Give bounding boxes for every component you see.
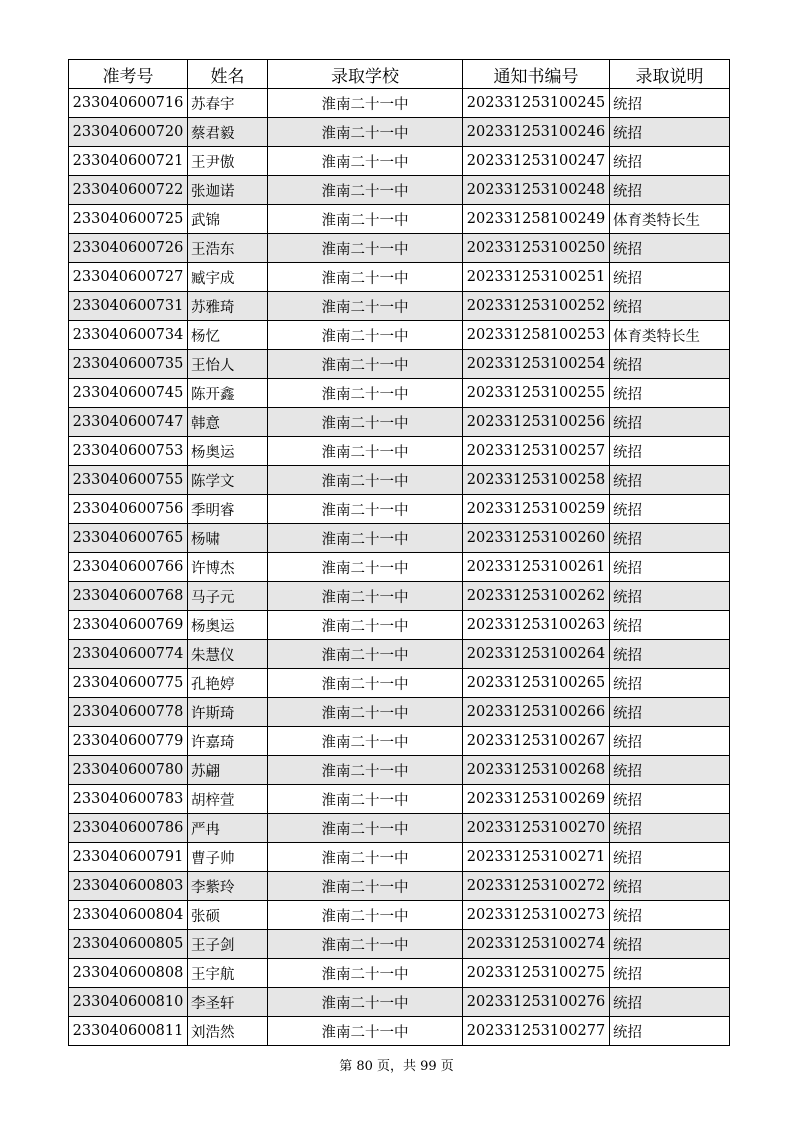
notice-number-cell: 202331253100257 — [463, 437, 610, 466]
table-row — [69, 669, 730, 698]
notice-number-cell: 202331253100274 — [463, 930, 610, 959]
header-school: 录取学校 — [268, 60, 463, 89]
exam-number-cell: 233040600780 — [69, 756, 188, 785]
name-cell: 陈开鑫 — [188, 379, 268, 408]
name-cell: 杨忆 — [188, 321, 268, 350]
table-row — [69, 495, 730, 524]
notice-number-cell: 202331253100275 — [463, 959, 610, 988]
name-cell: 王怡人 — [188, 350, 268, 379]
name-cell: 许嘉琦 — [188, 727, 268, 756]
name-cell: 蔡君毅 — [188, 118, 268, 147]
exam-number-cell: 233040600811 — [69, 1017, 188, 1046]
exam-number-cell: 233040600765 — [69, 524, 188, 553]
school-cell: 淮南二十一中 — [268, 89, 463, 118]
admission-note-cell: 统招 — [610, 147, 730, 176]
school-cell: 淮南二十一中 — [268, 408, 463, 437]
admission-note-cell: 统招 — [610, 524, 730, 553]
exam-number-cell: 233040600722 — [69, 176, 188, 205]
school-cell: 淮南二十一中 — [268, 379, 463, 408]
name-cell: 马子元 — [188, 582, 268, 611]
school-cell: 淮南二十一中 — [268, 466, 463, 495]
admission-note-cell: 统招 — [610, 669, 730, 698]
admission-note-cell: 统招 — [610, 611, 730, 640]
admission-note-cell: 统招 — [610, 495, 730, 524]
exam-number-cell: 233040600747 — [69, 408, 188, 437]
name-cell: 李紫玲 — [188, 872, 268, 901]
school-cell: 淮南二十一中 — [268, 176, 463, 205]
school-cell: 淮南二十一中 — [268, 495, 463, 524]
name-cell: 李圣轩 — [188, 988, 268, 1017]
name-cell: 许博杰 — [188, 553, 268, 582]
admission-note-cell: 统招 — [610, 263, 730, 292]
admission-note-cell: 体育类特长生 — [610, 205, 730, 234]
name-cell: 张迦诺 — [188, 176, 268, 205]
exam-number-cell: 233040600808 — [69, 959, 188, 988]
name-cell: 王子剑 — [188, 930, 268, 959]
notice-number-cell: 202331253100266 — [463, 698, 610, 727]
table-row — [69, 698, 730, 727]
name-cell: 苏春宇 — [188, 89, 268, 118]
notice-number-cell: 202331253100276 — [463, 988, 610, 1017]
table-row — [69, 524, 730, 553]
school-cell: 淮南二十一中 — [268, 292, 463, 321]
school-cell: 淮南二十一中 — [268, 785, 463, 814]
notice-number-cell: 202331253100267 — [463, 727, 610, 756]
table-row — [69, 234, 730, 263]
notice-number-cell: 202331253100263 — [463, 611, 610, 640]
table-row — [69, 379, 730, 408]
notice-number-cell: 202331253100272 — [463, 872, 610, 901]
school-cell: 淮南二十一中 — [268, 727, 463, 756]
notice-number-cell: 202331258100253 — [463, 321, 610, 350]
table-row — [69, 437, 730, 466]
admission-note-cell: 统招 — [610, 89, 730, 118]
school-cell: 淮南二十一中 — [268, 437, 463, 466]
admission-note-cell: 统招 — [610, 872, 730, 901]
school-cell: 淮南二十一中 — [268, 640, 463, 669]
admission-note-cell: 统招 — [610, 118, 730, 147]
table-row — [69, 901, 730, 930]
table-row — [69, 176, 730, 205]
table-row — [69, 147, 730, 176]
exam-number-cell: 233040600778 — [69, 698, 188, 727]
name-cell: 王浩东 — [188, 234, 268, 263]
admission-note-cell: 统招 — [610, 379, 730, 408]
admission-note-cell: 体育类特长生 — [610, 321, 730, 350]
table-row — [69, 756, 730, 785]
notice-number-cell: 202331253100270 — [463, 814, 610, 843]
name-cell: 苏翩 — [188, 756, 268, 785]
header-row — [69, 60, 730, 89]
school-cell: 淮南二十一中 — [268, 582, 463, 611]
school-cell: 淮南二十一中 — [268, 147, 463, 176]
table-row — [69, 466, 730, 495]
admission-note-cell: 统招 — [610, 553, 730, 582]
exam-number-cell: 233040600725 — [69, 205, 188, 234]
school-cell: 淮南二十一中 — [268, 1017, 463, 1046]
notice-number-cell: 202331253100261 — [463, 553, 610, 582]
exam-number-cell: 233040600769 — [69, 611, 188, 640]
notice-number-cell: 202331253100258 — [463, 466, 610, 495]
name-cell: 臧宇成 — [188, 263, 268, 292]
exam-number-cell: 233040600786 — [69, 814, 188, 843]
exam-number-cell: 233040600755 — [69, 466, 188, 495]
table-row — [69, 959, 730, 988]
notice-number-cell: 202331253100268 — [463, 756, 610, 785]
name-cell: 曹子帅 — [188, 843, 268, 872]
exam-number-cell: 233040600774 — [69, 640, 188, 669]
notice-number-cell: 202331253100245 — [463, 89, 610, 118]
school-cell: 淮南二十一中 — [268, 350, 463, 379]
school-cell: 淮南二十一中 — [268, 814, 463, 843]
school-cell: 淮南二十一中 — [268, 553, 463, 582]
notice-number-cell: 202331253100265 — [463, 669, 610, 698]
notice-number-cell: 202331253100248 — [463, 176, 610, 205]
notice-number-cell: 202331253100251 — [463, 263, 610, 292]
name-cell: 朱慧仪 — [188, 640, 268, 669]
notice-number-cell: 202331253100273 — [463, 901, 610, 930]
page-footer: 第 80 页，共 99 页 — [339, 1059, 454, 1074]
school-cell: 淮南二十一中 — [268, 321, 463, 350]
admission-note-cell: 统招 — [610, 350, 730, 379]
exam-number-cell: 233040600810 — [69, 988, 188, 1017]
admission-note-cell: 统招 — [610, 959, 730, 988]
exam-number-cell: 233040600734 — [69, 321, 188, 350]
notice-number-cell: 202331253100269 — [463, 785, 610, 814]
name-cell: 严冉 — [188, 814, 268, 843]
exam-number-cell: 233040600804 — [69, 901, 188, 930]
table-row — [69, 408, 730, 437]
admission-note-cell: 统招 — [610, 988, 730, 1017]
admission-table — [68, 59, 730, 1046]
exam-number-cell: 233040600721 — [69, 147, 188, 176]
notice-number-cell: 202331253100256 — [463, 408, 610, 437]
table-row — [69, 263, 730, 292]
exam-number-cell: 233040600756 — [69, 495, 188, 524]
exam-number-cell: 233040600735 — [69, 350, 188, 379]
exam-number-cell: 233040600720 — [69, 118, 188, 147]
name-cell: 张硕 — [188, 901, 268, 930]
school-cell: 淮南二十一中 — [268, 698, 463, 727]
admission-note-cell: 统招 — [610, 727, 730, 756]
exam-number-cell: 233040600779 — [69, 727, 188, 756]
notice-number-cell: 202331253100264 — [463, 640, 610, 669]
notice-number-cell: 202331253100262 — [463, 582, 610, 611]
notice-number-cell: 202331253100260 — [463, 524, 610, 553]
notice-number-cell: 202331253100252 — [463, 292, 610, 321]
table-row — [69, 89, 730, 118]
notice-number-cell: 202331253100250 — [463, 234, 610, 263]
table-row — [69, 843, 730, 872]
name-cell: 季明睿 — [188, 495, 268, 524]
table-row — [69, 785, 730, 814]
table-row — [69, 727, 730, 756]
school-cell: 淮南二十一中 — [268, 843, 463, 872]
admission-note-cell: 统招 — [610, 640, 730, 669]
admission-note-cell: 统招 — [610, 843, 730, 872]
notice-number-cell: 202331258100249 — [463, 205, 610, 234]
name-cell: 杨啸 — [188, 524, 268, 553]
school-cell: 淮南二十一中 — [268, 959, 463, 988]
exam-number-cell: 233040600805 — [69, 930, 188, 959]
school-cell: 淮南二十一中 — [268, 524, 463, 553]
exam-number-cell: 233040600727 — [69, 263, 188, 292]
table-row — [69, 640, 730, 669]
header-exam-number: 准考号 — [69, 60, 188, 89]
school-cell: 淮南二十一中 — [268, 234, 463, 263]
name-cell: 杨奥运 — [188, 611, 268, 640]
school-cell: 淮南二十一中 — [268, 611, 463, 640]
name-cell: 胡梓萱 — [188, 785, 268, 814]
name-cell: 杨奥运 — [188, 437, 268, 466]
name-cell: 王宇航 — [188, 959, 268, 988]
table-row — [69, 205, 730, 234]
header-notice-number: 通知书编号 — [463, 60, 610, 89]
admission-note-cell: 统招 — [610, 814, 730, 843]
exam-number-cell: 233040600791 — [69, 843, 188, 872]
table-row — [69, 814, 730, 843]
admission-note-cell: 统招 — [610, 582, 730, 611]
table-row — [69, 988, 730, 1017]
admission-note-cell: 统招 — [610, 234, 730, 263]
admission-note-cell: 统招 — [610, 698, 730, 727]
school-cell: 淮南二十一中 — [268, 901, 463, 930]
admission-note-cell: 统招 — [610, 176, 730, 205]
admission-note-cell: 统招 — [610, 437, 730, 466]
notice-number-cell: 202331253100255 — [463, 379, 610, 408]
table-body — [69, 89, 730, 1046]
exam-number-cell: 233040600716 — [69, 89, 188, 118]
exam-number-cell: 233040600803 — [69, 872, 188, 901]
table-row — [69, 553, 730, 582]
table-row — [69, 350, 730, 379]
notice-number-cell: 202331253100247 — [463, 147, 610, 176]
exam-number-cell: 233040600775 — [69, 669, 188, 698]
school-cell: 淮南二十一中 — [268, 988, 463, 1017]
school-cell: 淮南二十一中 — [268, 930, 463, 959]
school-cell: 淮南二十一中 — [268, 756, 463, 785]
exam-number-cell: 233040600745 — [69, 379, 188, 408]
admission-note-cell: 统招 — [610, 901, 730, 930]
admission-note-cell: 统招 — [610, 785, 730, 814]
table-header — [69, 60, 730, 89]
admission-note-cell: 统招 — [610, 756, 730, 785]
name-cell: 韩意 — [188, 408, 268, 437]
exam-number-cell: 233040600726 — [69, 234, 188, 263]
notice-number-cell: 202331253100277 — [463, 1017, 610, 1046]
exam-number-cell: 233040600766 — [69, 553, 188, 582]
header-admission-note: 录取说明 — [610, 60, 730, 89]
admission-note-cell: 统招 — [610, 1017, 730, 1046]
header-name: 姓名 — [188, 60, 268, 89]
notice-number-cell: 202331253100271 — [463, 843, 610, 872]
table-row — [69, 1017, 730, 1046]
name-cell: 王尹傲 — [188, 147, 268, 176]
table-row — [69, 292, 730, 321]
name-cell: 许斯琦 — [188, 698, 268, 727]
name-cell: 苏雅琦 — [188, 292, 268, 321]
admission-note-cell: 统招 — [610, 466, 730, 495]
admission-note-cell: 统招 — [610, 930, 730, 959]
admission-note-cell: 统招 — [610, 408, 730, 437]
table-row — [69, 118, 730, 147]
exam-number-cell: 233040600768 — [69, 582, 188, 611]
name-cell: 陈学文 — [188, 466, 268, 495]
school-cell: 淮南二十一中 — [268, 669, 463, 698]
exam-number-cell: 233040600783 — [69, 785, 188, 814]
admission-note-cell: 统招 — [610, 292, 730, 321]
exam-number-cell: 233040600753 — [69, 437, 188, 466]
table-row — [69, 930, 730, 959]
school-cell: 淮南二十一中 — [268, 205, 463, 234]
name-cell: 孔艳婷 — [188, 669, 268, 698]
name-cell: 刘浩然 — [188, 1017, 268, 1046]
notice-number-cell: 202331253100254 — [463, 350, 610, 379]
school-cell: 淮南二十一中 — [268, 263, 463, 292]
school-cell: 淮南二十一中 — [268, 118, 463, 147]
table-row — [69, 611, 730, 640]
table-row — [69, 582, 730, 611]
notice-number-cell: 202331253100259 — [463, 495, 610, 524]
name-cell: 武锦 — [188, 205, 268, 234]
school-cell: 淮南二十一中 — [268, 872, 463, 901]
notice-number-cell: 202331253100246 — [463, 118, 610, 147]
table-row — [69, 872, 730, 901]
exam-number-cell: 233040600731 — [69, 292, 188, 321]
table-row — [69, 321, 730, 350]
